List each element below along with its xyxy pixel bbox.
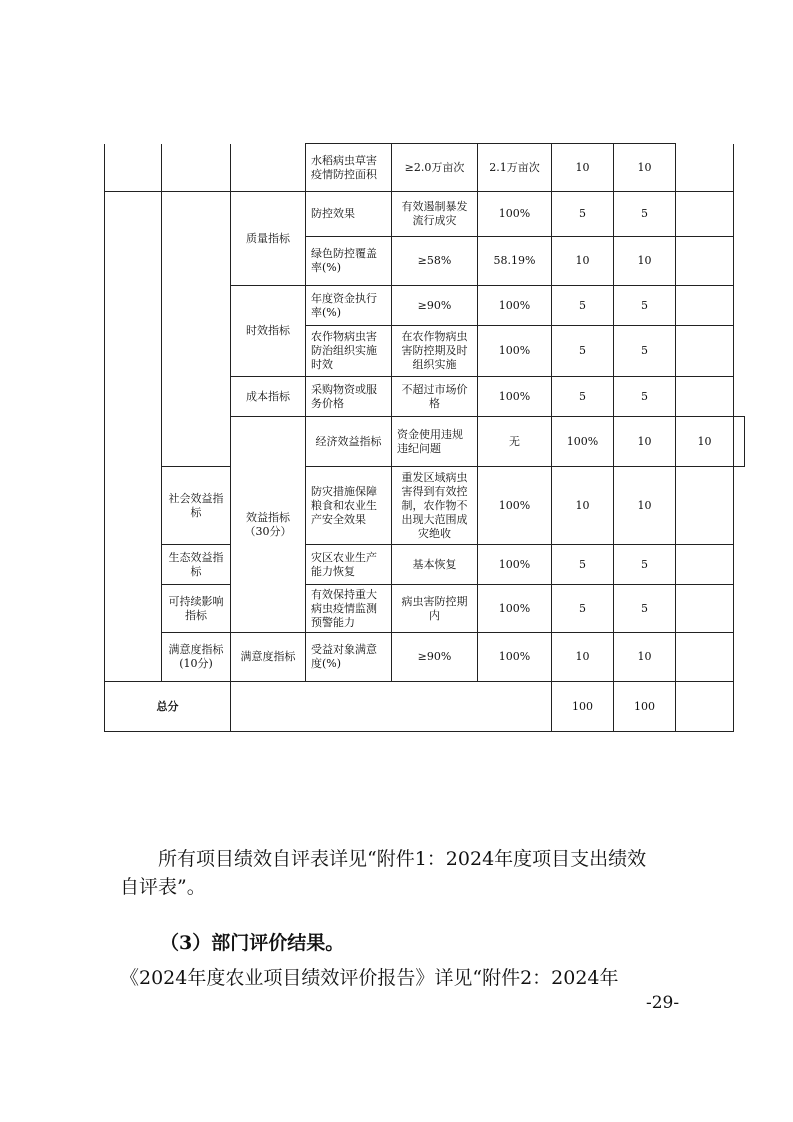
table-cell xyxy=(105,144,162,192)
indicator-name: 防控效果 xyxy=(306,192,392,237)
target-value: ≥58% xyxy=(392,237,478,286)
target-value: 在农作物病虫害防控期及时组织实施 xyxy=(392,326,478,377)
actual-value: 2.1万亩次 xyxy=(478,144,552,192)
weight-value: 10 xyxy=(552,237,614,286)
indicator-name: 绿色防控覆盖率(%) xyxy=(306,237,392,286)
score-value: 5 xyxy=(614,377,676,417)
score-value: 10 xyxy=(614,144,676,192)
level1-cell xyxy=(162,192,231,467)
table-row xyxy=(105,192,745,237)
weight-value: 5 xyxy=(552,192,614,237)
target-value: 有效遏制暴发流行成灾 xyxy=(392,192,478,237)
weight-value: 5 xyxy=(552,545,614,585)
indicator-name: 采购物资或服务价格 xyxy=(306,377,392,417)
indicator-name: 灾区农业生产能力恢复 xyxy=(306,545,392,585)
score-value: 5 xyxy=(614,545,676,585)
score-value: 5 xyxy=(614,192,676,237)
table-row xyxy=(105,545,745,585)
score-value: 10 xyxy=(614,467,676,545)
actual-value: 100% xyxy=(478,545,552,585)
remarks-cell xyxy=(676,286,734,326)
indicator-name: 受益对象满意度(%) xyxy=(306,633,392,682)
summary-paragraph xyxy=(120,845,700,901)
target-value: 无 xyxy=(478,417,552,467)
remarks-cell xyxy=(676,633,734,682)
level2-social: 社会效益指标 xyxy=(162,467,231,545)
indicator-name: 年度资金执行率(%) xyxy=(306,286,392,326)
target-value: ≥90% xyxy=(392,633,478,682)
score-value: 5 xyxy=(614,585,676,633)
actual-value: 100% xyxy=(552,417,614,467)
remarks-cell xyxy=(676,326,734,377)
table-row xyxy=(105,467,745,545)
remarks-cell xyxy=(676,377,734,417)
table-cell xyxy=(162,144,231,192)
indicator-name: 资金使用违规违纪问题 xyxy=(392,417,478,467)
weight-value: 10 xyxy=(552,633,614,682)
target-value: ≥2.0万亩次 xyxy=(392,144,478,192)
level2-satisfaction: 满意度指标 xyxy=(231,633,306,682)
level1-satisfaction: 满意度指标(10分) xyxy=(162,633,231,682)
target-value: 基本恢复 xyxy=(392,545,478,585)
actual-value: 100% xyxy=(478,286,552,326)
total-row xyxy=(105,682,745,732)
remarks-cell xyxy=(676,144,734,192)
target-value: 重发区域病虫害得到有效控制，农作物不出现大范围成灾绝收 xyxy=(392,467,478,545)
weight-value: 10 xyxy=(552,467,614,545)
section-heading: （3）部门评价结果。 xyxy=(160,932,345,954)
remarks-cell xyxy=(676,545,734,585)
level2-ecological: 生态效益指标 xyxy=(162,545,231,585)
target-value: 病虫害防控期内 xyxy=(392,585,478,633)
weight-value: 5 xyxy=(552,286,614,326)
level1-cell xyxy=(105,192,162,682)
indicator-name: 农作物病虫害防治组织实施时效 xyxy=(306,326,392,377)
target-value: ≥90% xyxy=(392,286,478,326)
actual-value: 100% xyxy=(478,585,552,633)
score-value: 5 xyxy=(614,326,676,377)
score-value: 10 xyxy=(676,417,734,467)
actual-value: 100% xyxy=(478,467,552,545)
page-number: -29- xyxy=(646,993,680,1013)
score-value: 5 xyxy=(614,286,676,326)
table-cell xyxy=(231,144,306,192)
weight-value: 5 xyxy=(552,326,614,377)
report-paragraph: 《2024年度农业项目绩效评价报告》详见“附件2：2024年 xyxy=(120,967,619,989)
actual-value: 100% xyxy=(478,633,552,682)
score-value: 10 xyxy=(614,237,676,286)
indicator-name: 有效保持重大病虫疫情监测预警能力 xyxy=(306,585,392,633)
performance-table xyxy=(104,143,745,732)
remarks-cell xyxy=(676,467,734,545)
total-blank-cell xyxy=(231,682,552,732)
actual-value: 58.19% xyxy=(478,237,552,286)
paragraph-line: 所有项目绩效自评表详见“附件1：2024年度项目支出绩效 xyxy=(158,848,647,870)
weight-value: 10 xyxy=(552,144,614,192)
remarks-cell xyxy=(676,682,734,732)
indicator-name: 水稻病虫草害疫情防控面积 xyxy=(306,144,392,192)
indicator-name: 防灾措施保障粮食和农业生产安全效果 xyxy=(306,467,392,545)
weight-value: 5 xyxy=(552,377,614,417)
remarks-cell xyxy=(734,417,745,467)
table-row xyxy=(105,144,745,192)
target-value: 不超过市场价格 xyxy=(392,377,478,417)
level2-economic: 经济效益指标 xyxy=(306,417,392,467)
actual-value: 100% xyxy=(478,326,552,377)
weight-value: 10 xyxy=(614,417,676,467)
total-label: 总分 xyxy=(105,682,231,732)
score-value: 10 xyxy=(614,633,676,682)
total-weight: 100 xyxy=(552,682,614,732)
total-score: 100 xyxy=(614,682,676,732)
level2-quality: 质量指标 xyxy=(231,192,306,286)
table-row xyxy=(105,633,745,682)
level1-benefit: 效益指标（30分） xyxy=(231,417,306,633)
remarks-cell xyxy=(676,192,734,237)
remarks-cell xyxy=(676,237,734,286)
weight-value: 5 xyxy=(552,585,614,633)
table-row xyxy=(105,585,745,633)
actual-value: 100% xyxy=(478,192,552,237)
level2-sustainable: 可持续影响指标 xyxy=(162,585,231,633)
level2-cost: 成本指标 xyxy=(231,377,306,417)
remarks-cell xyxy=(676,585,734,633)
level2-timeliness: 时效指标 xyxy=(231,286,306,377)
actual-value: 100% xyxy=(478,377,552,417)
paragraph-line: 自评表”。 xyxy=(120,876,206,898)
